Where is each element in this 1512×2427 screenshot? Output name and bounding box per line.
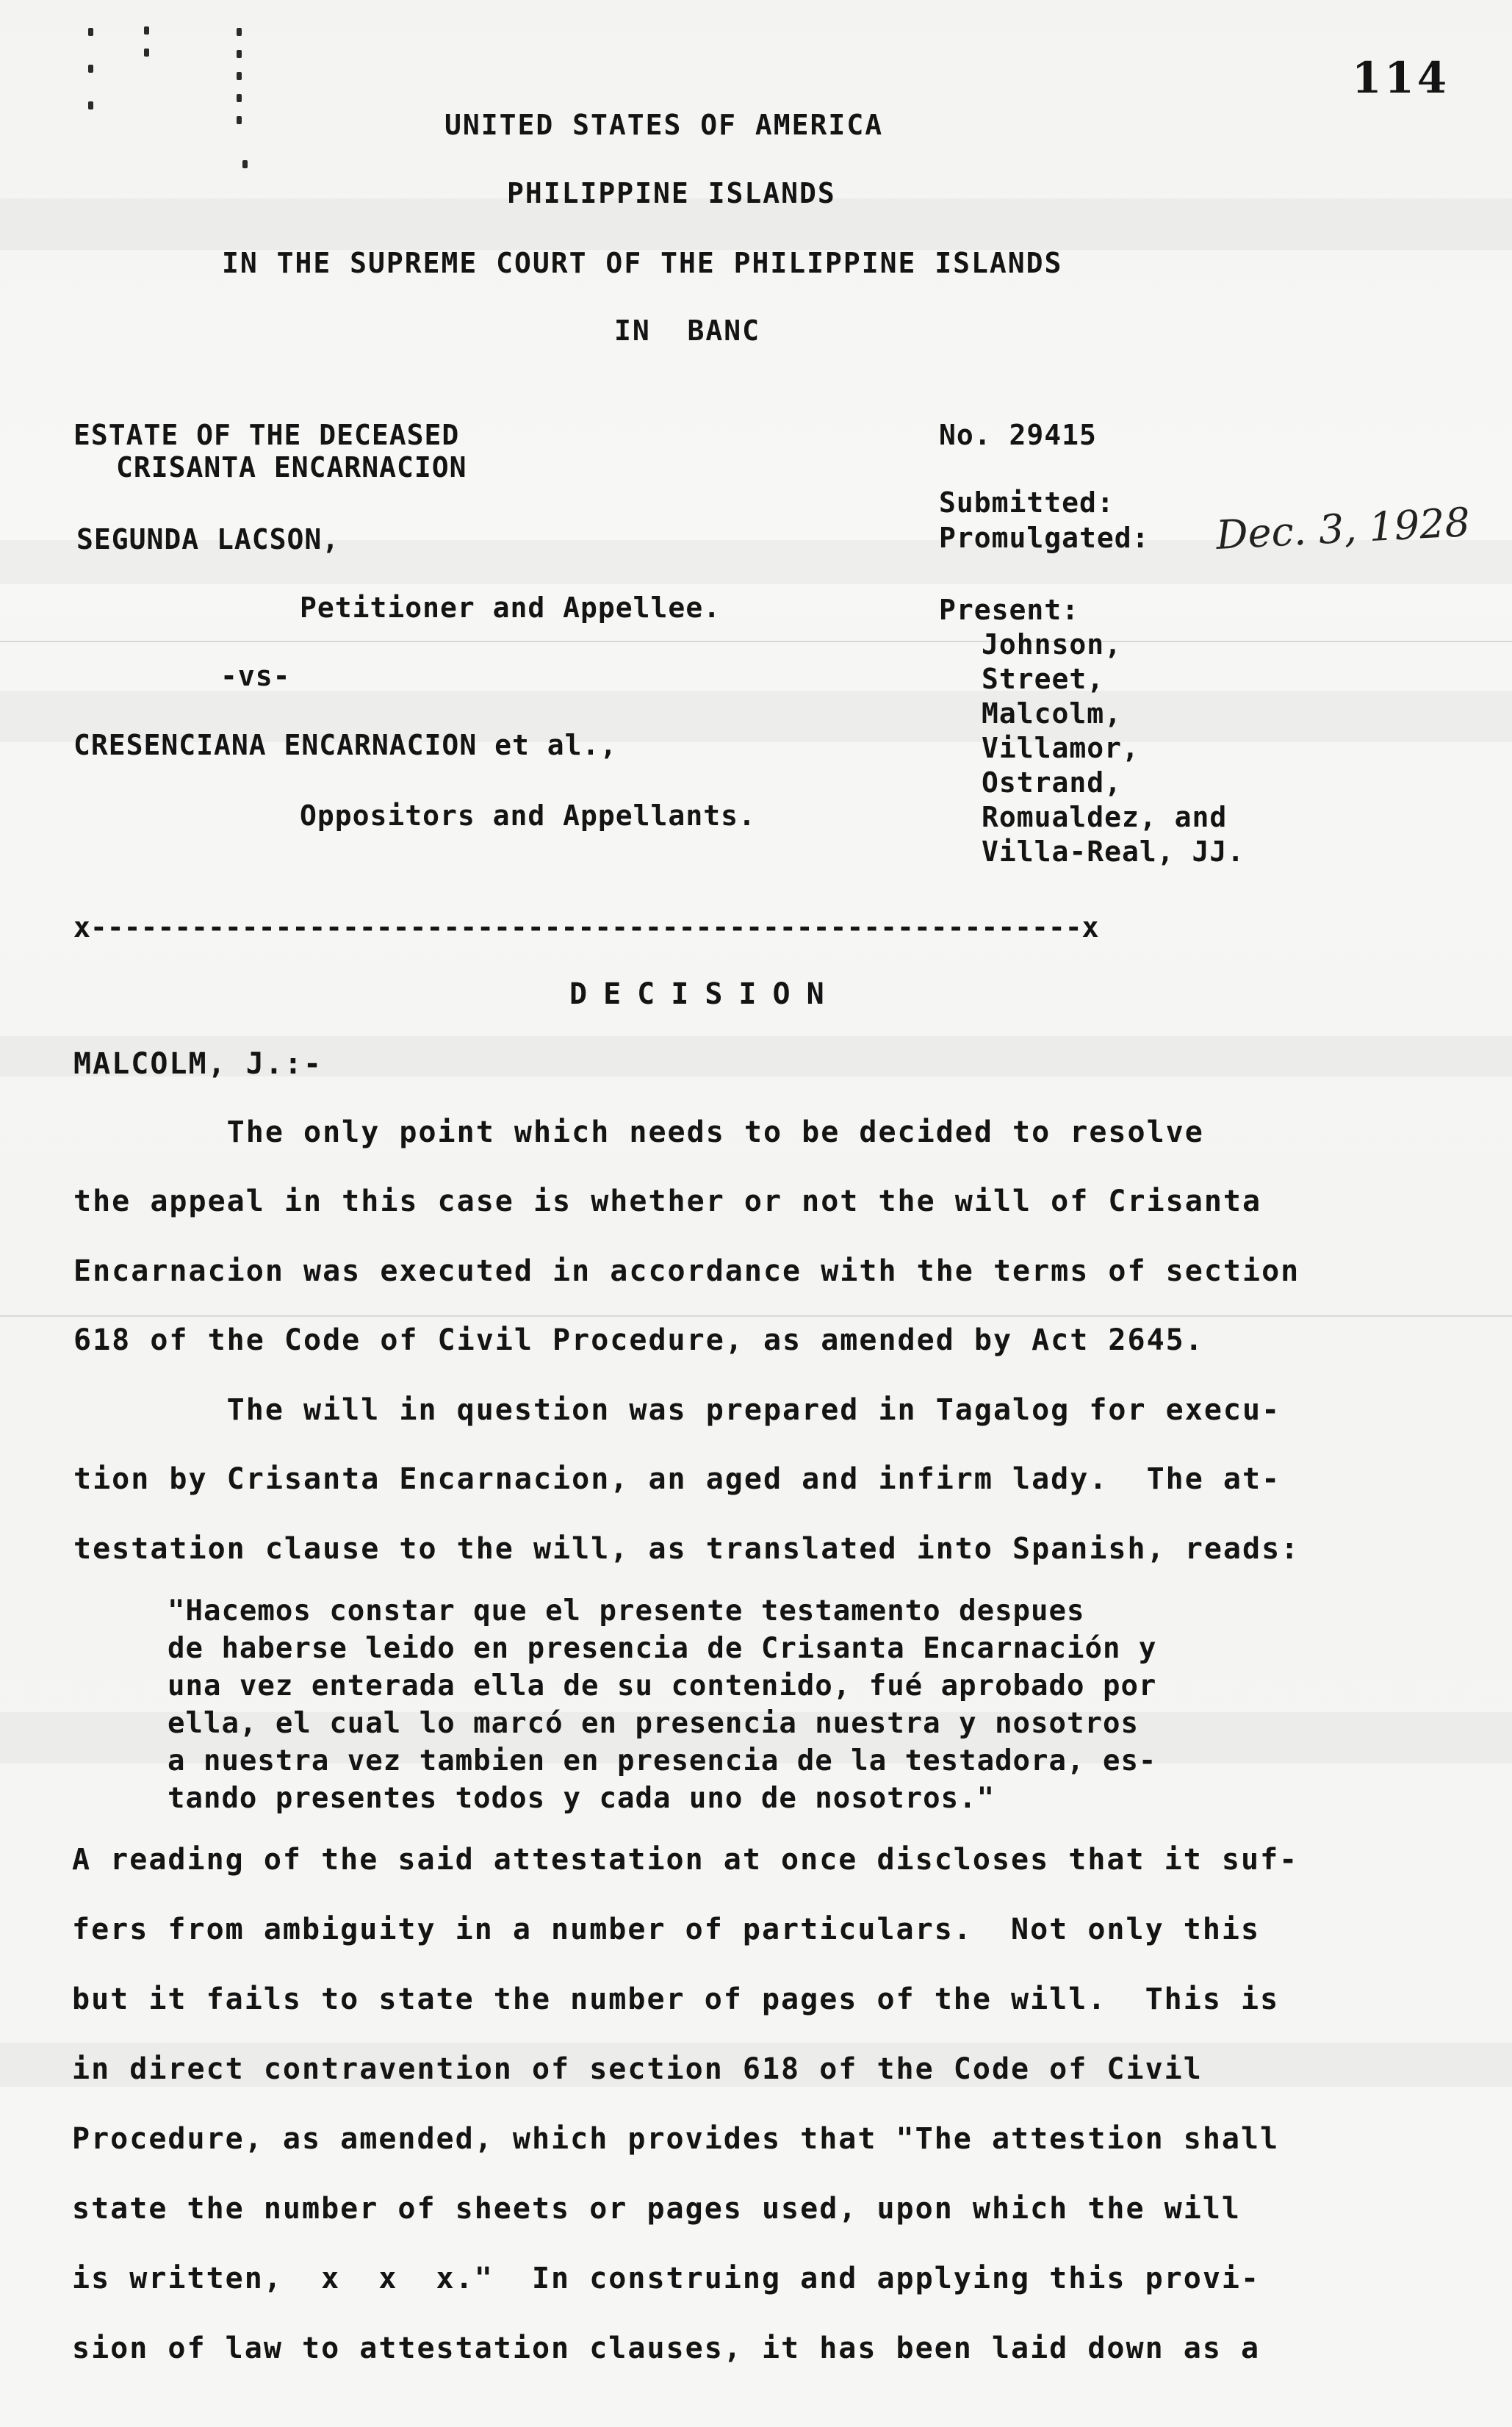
body-line: the appeal in this case is whether or not the will of Crisanta xyxy=(73,1184,1262,1218)
body-line: The will in question was prepared in Tagalog for execu- xyxy=(73,1393,1281,1427)
handwritten-promulgation-date: Dec. 3, 1928 xyxy=(1214,498,1472,559)
justice-name: Villa-Real, JJ. xyxy=(982,835,1245,868)
body-line: tion by Crisanta Encarnacion, an aged and infirm lady. The at- xyxy=(73,1462,1281,1496)
page-number: 114 xyxy=(1352,53,1450,103)
justice-name: Romualdez, and xyxy=(982,801,1228,833)
caption-petitioner-role: Petitioner and Appellee. xyxy=(300,592,721,624)
quote-line: una vez enterada ella de su contenido, fué aprobado por xyxy=(168,1669,1157,1703)
body-line: but it fails to state the number of pages of the will. This is xyxy=(72,1982,1280,2016)
quote-line: "Hacemos constar que el presente testamento despues xyxy=(168,1594,1085,1628)
caption-estate-line1: ESTATE OF THE DECEASED xyxy=(73,419,460,451)
header-islands: PHILIPPINE ISLANDS xyxy=(507,177,836,209)
quote-line: ella, el cual lo marcó en presencia nuestra y nosotros xyxy=(168,1707,1139,1740)
quote-line: tando presentes todos y cada uno de nosotros." xyxy=(168,1782,996,1815)
justice-name: Street, xyxy=(982,663,1105,695)
docket-promulgated: Promulgated: xyxy=(939,522,1150,554)
scan-seam xyxy=(0,1315,1512,1317)
header-court: IN THE SUPREME COURT OF THE PHILIPPINE ISLANDS xyxy=(222,247,1063,279)
docket-submitted: Submitted: xyxy=(939,486,1115,519)
scan-seam xyxy=(0,641,1512,642)
body-line: 618 of the Code of Civil Procedure, as amended by Act 2645. xyxy=(73,1323,1204,1357)
caption-oppositor: CRESENCIANA ENCARNACION et al., xyxy=(73,729,618,761)
body-line: testation clause to the will, as translated into Spanish, reads: xyxy=(73,1532,1300,1566)
body-line: is written, x x x." In construing and applying this provi- xyxy=(72,2262,1261,2295)
body-line: Procedure, as amended, which provides that "The attestion shall xyxy=(72,2122,1280,2156)
header-country: UNITED STATES OF AMERICA xyxy=(444,109,884,141)
caption-estate-line2: CRISANTA ENCARNACION xyxy=(116,451,467,483)
justice-name: Malcolm, xyxy=(982,697,1123,730)
punch-hole-marks xyxy=(82,21,266,175)
header-banc: IN BANC xyxy=(614,314,761,347)
quote-line: de haberse leido en presencia de Crisanta Encarnación y xyxy=(168,1632,1157,1665)
justice-name: Ostrand, xyxy=(982,766,1123,799)
justice-name: Johnson, xyxy=(982,628,1123,661)
body-line: state the number of sheets or pages used, upon which the will xyxy=(72,2192,1242,2226)
quote-line: a nuestra vez tambien en presencia de la testadora, es- xyxy=(168,1744,1157,1777)
decision-title: DECISION xyxy=(569,977,840,1011)
body-line: The only point which needs to be decided to resolve xyxy=(73,1115,1204,1149)
caption-versus: -vs- xyxy=(220,660,291,692)
body-line: in direct contravention of section 618 of the Code of Civil xyxy=(72,2052,1203,2086)
body-line: Encarnacion was executed in accordance with the terms of section xyxy=(73,1254,1300,1288)
body-line: A reading of the said attestation at once discloses that it suf- xyxy=(72,1843,1299,1877)
separator-line: x-----------------------------------------------------------x xyxy=(73,911,1099,943)
author-line: MALCOLM, J.:- xyxy=(73,1047,323,1081)
justice-name: Villamor, xyxy=(982,732,1140,764)
docket-number: No. 29415 xyxy=(939,419,1097,451)
docket-present-label: Present: xyxy=(939,594,1080,626)
caption-oppositor-role: Oppositors and Appellants. xyxy=(300,799,756,832)
body-line: sion of law to attestation clauses, it has been laid down as a xyxy=(72,2331,1261,2365)
body-line: fers from ambiguity in a number of particulars. Not only this xyxy=(72,1913,1261,1946)
caption-petitioner: SEGUNDA LACSON, xyxy=(76,523,340,555)
